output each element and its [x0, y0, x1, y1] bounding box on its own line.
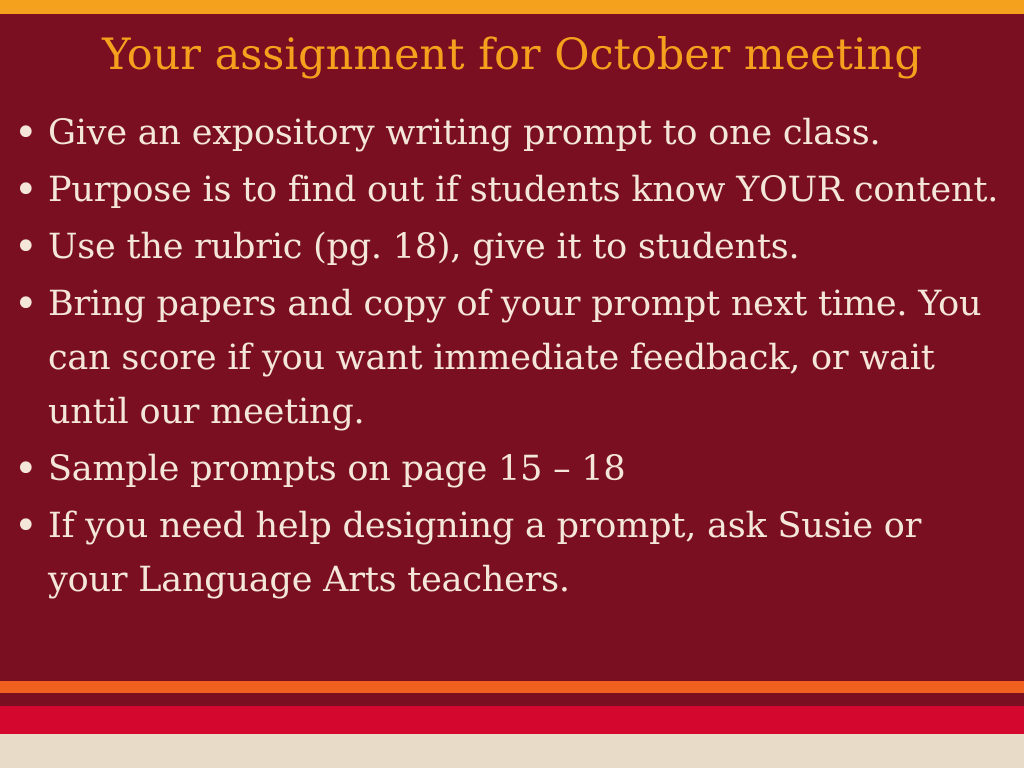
bullet-item: [14, 499, 1004, 607]
bullet-dot-icon: •: [14, 167, 38, 213]
bullet-item: [14, 106, 1004, 160]
bullet-text: Sample prompts on page 15 – 18: [48, 449, 626, 489]
footer-stripe-orange: [0, 681, 1024, 693]
bullet-text: Use the rubric (pg. 18), give it to students.: [48, 227, 800, 267]
slide-title: Your assignment for October meeting: [102, 30, 922, 80]
footer-stripe-red: [0, 706, 1024, 734]
bullet-text: Bring papers and copy of your prompt next time. You can score if you want immediate feedback, or wait until our meeting.: [48, 284, 982, 432]
footer-stripe-cream: [0, 734, 1024, 768]
bullet-dot-icon: •: [14, 281, 38, 327]
bullet-list: [14, 106, 1004, 610]
bullet-text: If you need help designing a prompt, ask Susie or your Language Arts teachers.: [48, 506, 922, 600]
bullet-dot-icon: •: [14, 110, 38, 156]
bullet-item: [14, 442, 1004, 496]
bullet-dot-icon: •: [14, 224, 38, 270]
bullet-dot-icon: •: [14, 503, 38, 549]
bullet-item: [14, 220, 1004, 274]
top-accent-stripe: [0, 0, 1024, 14]
bullet-text: Give an expository writing prompt to one class.: [48, 113, 881, 153]
footer-stripe-maroon: [0, 693, 1024, 706]
bullet-item: [14, 277, 1004, 439]
bullet-item: [14, 163, 1004, 217]
bullet-text: Purpose is to find out if students know YOUR content.: [48, 170, 999, 210]
bullet-dot-icon: •: [14, 446, 38, 492]
